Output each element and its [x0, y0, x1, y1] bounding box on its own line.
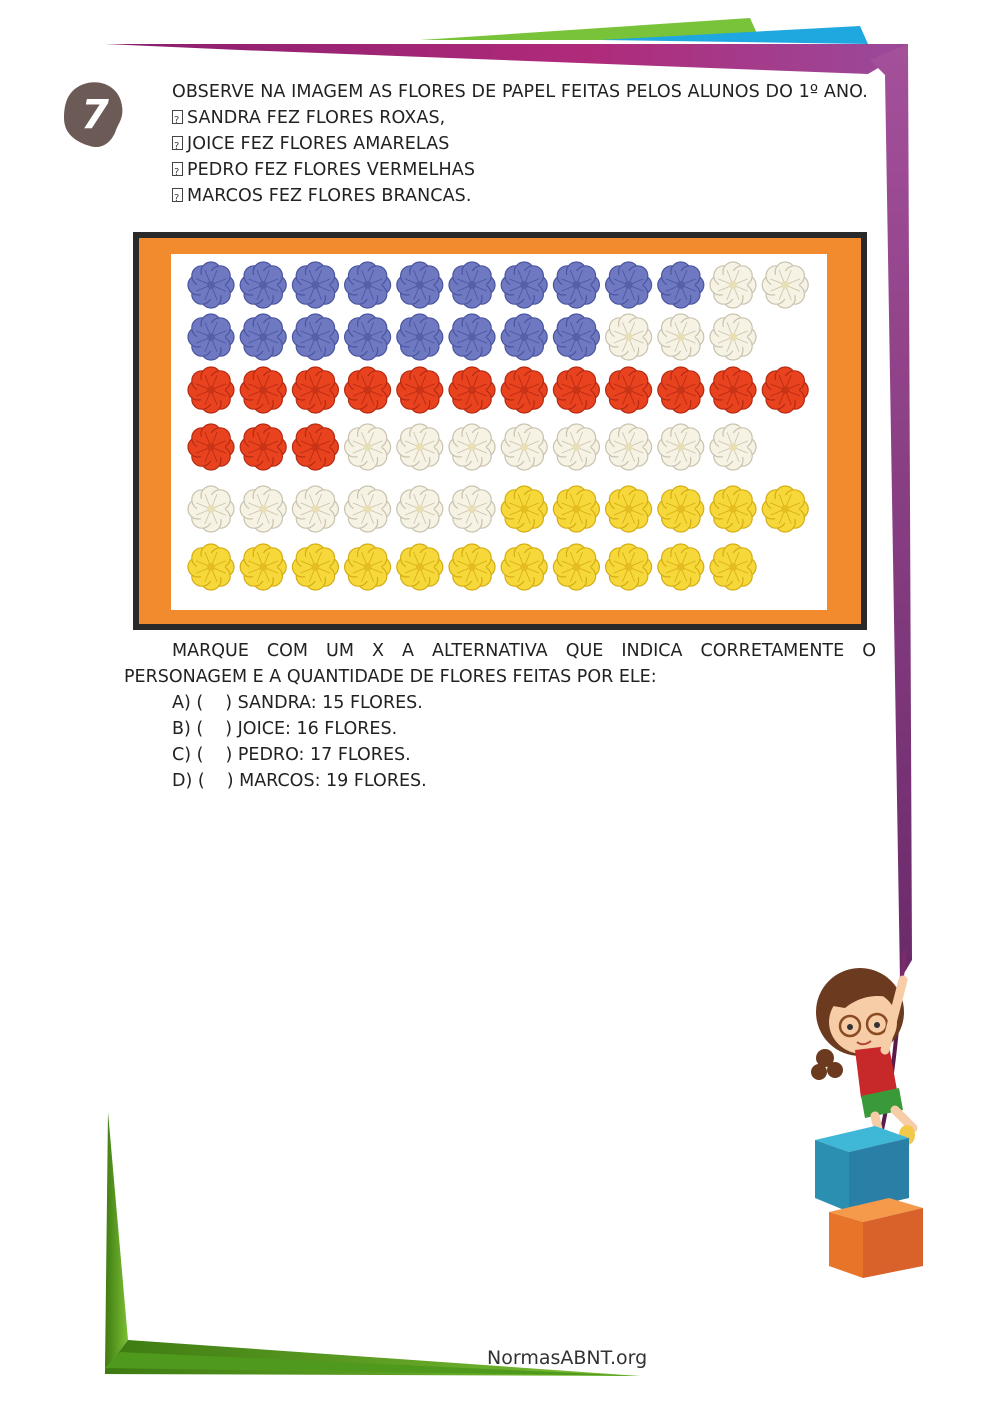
- flower-white: [397, 424, 443, 470]
- flower-red: [188, 367, 234, 413]
- flower-yellow: [606, 486, 652, 532]
- flower-purple: [553, 262, 599, 308]
- flower-white: [345, 486, 391, 532]
- flower-purple: [658, 262, 704, 308]
- flower-yellow: [449, 544, 495, 590]
- flower-purple: [553, 314, 599, 360]
- flower-white: [762, 262, 808, 308]
- flower-white: [710, 424, 756, 470]
- flower-yellow: [606, 544, 652, 590]
- girl-climbing-illustration: [805, 950, 935, 1280]
- flower-white: [449, 424, 495, 470]
- bullet-icon: [172, 110, 183, 124]
- flower-red: [449, 367, 495, 413]
- flower-white: [553, 424, 599, 470]
- flower-white: [606, 314, 652, 360]
- bullet-icon: [172, 162, 183, 176]
- bullet-icon: [172, 188, 183, 202]
- flower-white: [658, 314, 704, 360]
- picture-canvas: [171, 254, 827, 610]
- flower-white: [292, 486, 338, 532]
- flower-yellow: [292, 544, 338, 590]
- answer-options: [172, 690, 427, 794]
- intro-line: ?JOICE FEZ FLORES AMARELAS: [172, 131, 868, 157]
- option-c[interactable]: C) ( ) PEDRO: 17 FLORES.: [172, 745, 411, 765]
- flower-purple: [292, 262, 338, 308]
- intro-text: [172, 79, 868, 209]
- flower-white: [449, 486, 495, 532]
- flower-red: [710, 367, 756, 413]
- question-number: 7: [81, 92, 109, 138]
- option-b[interactable]: B) ( ) JOICE: 16 FLORES.: [172, 719, 398, 739]
- flower-red: [553, 367, 599, 413]
- flower-white: [397, 486, 443, 532]
- flower-white: [606, 424, 652, 470]
- flower-purple: [240, 262, 286, 308]
- flower-purple: [345, 314, 391, 360]
- flower-purple: [606, 262, 652, 308]
- flower-red: [292, 367, 338, 413]
- flower-purple: [240, 314, 286, 360]
- flower-purple: [345, 262, 391, 308]
- flower-red: [501, 367, 547, 413]
- intro-line: OBSERVE NA IMAGEM AS FLORES DE PAPEL FEITAS PELOS ALUNOS DO 1º ANO.: [172, 82, 868, 102]
- flower-purple: [397, 314, 443, 360]
- flower-yellow: [553, 544, 599, 590]
- flower-yellow: [240, 544, 286, 590]
- intro-line: ?MARCOS FEZ FLORES BRANCAS.: [172, 183, 868, 209]
- flower-purple: [449, 262, 495, 308]
- flower-purple: [397, 262, 443, 308]
- flower-white: [240, 486, 286, 532]
- flower-red: [345, 367, 391, 413]
- flower-purple: [292, 314, 338, 360]
- flower-yellow: [762, 486, 808, 532]
- flower-red: [188, 424, 234, 470]
- flower-white: [188, 486, 234, 532]
- flower-purple: [501, 314, 547, 360]
- flower-yellow: [501, 544, 547, 590]
- flowers-picture: [133, 232, 867, 630]
- instruction: [124, 638, 876, 690]
- flower-yellow: [553, 486, 599, 532]
- flower-yellow: [658, 544, 704, 590]
- footer-site[interactable]: NormasABNT.org: [487, 1347, 648, 1369]
- option-d[interactable]: D) ( ) MARCOS: 19 FLORES.: [172, 771, 427, 791]
- flower-red: [762, 367, 808, 413]
- question-number-badge: [62, 80, 124, 150]
- flower-red: [658, 367, 704, 413]
- instruction-line: MARQUE COM UM X A ALTERNATIVA QUE INDICA CORRETAMENTE O: [172, 641, 876, 661]
- intro-line: ?SANDRA FEZ FLORES ROXAS,: [172, 105, 868, 131]
- flower-red: [240, 424, 286, 470]
- flower-yellow: [345, 544, 391, 590]
- flower-purple: [501, 262, 547, 308]
- flower-yellow: [658, 486, 704, 532]
- flower-yellow: [188, 544, 234, 590]
- flower-purple: [188, 314, 234, 360]
- flower-white: [710, 262, 756, 308]
- flower-purple: [449, 314, 495, 360]
- flower-yellow: [710, 544, 756, 590]
- option-a[interactable]: A) ( ) SANDRA: 15 FLORES.: [172, 693, 423, 713]
- flower-red: [397, 367, 443, 413]
- flower-purple: [188, 262, 234, 308]
- instruction-line: PERSONAGEM E A QUANTIDADE DE FLORES FEITAS POR ELE:: [124, 667, 657, 687]
- flower-red: [240, 367, 286, 413]
- flower-yellow: [397, 544, 443, 590]
- flower-white: [345, 424, 391, 470]
- flower-white: [710, 314, 756, 360]
- flower-yellow: [710, 486, 756, 532]
- flower-red: [606, 367, 652, 413]
- flower-yellow: [501, 486, 547, 532]
- intro-line: ?PEDRO FEZ FLORES VERMELHAS: [172, 157, 868, 183]
- flower-white: [501, 424, 547, 470]
- flowers-grid: [171, 254, 827, 610]
- bullet-icon: [172, 136, 183, 150]
- flower-red: [292, 424, 338, 470]
- flower-white: [658, 424, 704, 470]
